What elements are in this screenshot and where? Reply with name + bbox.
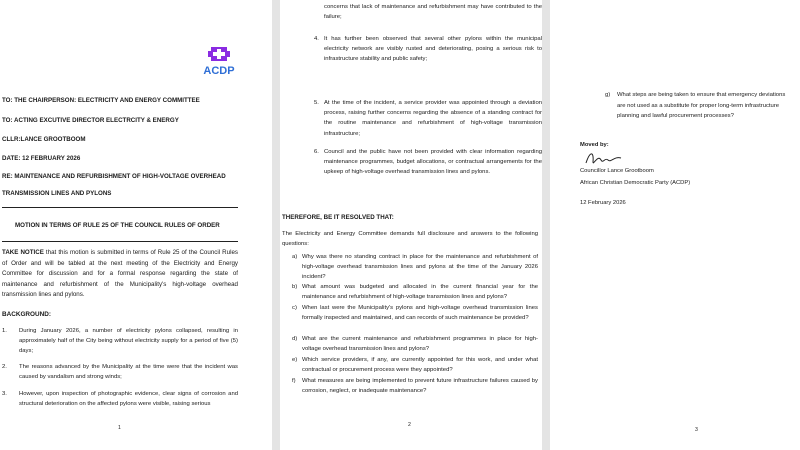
resolved-intro: The Electricity and Energy Committee demands full disclosure and answers to the following questions: [282,231,538,247]
background-item: 6. Council and the public have not been provided with clear information regarding maintenance programmes, budget allocations, or contractual arrangements for the upkeep of high-voltage overhead transmission lines and pylons. [314,149,542,176]
signature-date: 12 February 2026 [580,200,626,206]
document-page-2 [280,0,542,450]
question-item: e) Which service providers, if any, are currently appointed for this work, and under what contractual or procurement process were they appointed? [292,357,538,374]
take-notice-text: that this motion is submitted in terms of Rule 25 of the Council Rules of Order and will be tabled at the next meeting of the Electricity and Energy Committee for discussion and for a formal response regarding the state of maintenance and refurbishment of the Municipality's high-voltage overhead transmission lines and pylons. [2,249,238,298]
document-page-3 [550,0,800,450]
acdp-logo [196,46,242,78]
moved-by-label: Moved by: [580,142,609,148]
page-number: 3 [695,427,698,433]
page-gap [542,0,550,450]
to-chairperson-line: TO: THE CHAIRPERSON: ELECTRICITY AND ENERGY COMMITTEE [2,97,200,104]
divider [2,241,238,242]
subject-line-2: TRANSMISSION LINES AND PYLONS [2,190,112,197]
background-item: 3. However, upon inspection of photographic evidence, clear signs of corrosion and structural deterioration on the affected pylons were visible, raising serious [2,391,238,407]
page-gap [272,0,280,450]
question-item: f) What measures are being implemented to prevent future infrastructure failures caused by corrosion, neglect, or inadequate maintenance? [292,378,538,395]
mover-party: African Christian Democratic Party (ACDP) [580,180,691,186]
to-director-line: TO: ACTING EXCUTIVE DIRECTOR ELECTRCITY & ENERGY [2,117,179,124]
resolved-heading: THEREFORE, BE IT RESOLVED THAT: [282,214,394,221]
page-number: 1 [118,425,121,431]
question-item: b) What amount was budgeted and allocated in the current financial year for the maintenance and refurbishment of high-voltage transmission lines and pylons? [292,284,538,301]
divider [2,207,238,208]
logo-text: ACDP [203,65,235,77]
page-number: 2 [408,422,411,428]
question-item: c) When last were the Municipality's pylons and high-voltage overhead transmission lines formally inspected and maintained, and can records of such maintenance be provided? [292,305,538,322]
motion-title: MOTION IN TERMS OF RULE 25 OF THE COUNCIL RULES OF ORDER [15,222,220,229]
councillor-line: CLLR:LANCE GROOTBOOM [2,136,86,143]
question-item: g) What steps are being taken to ensure that emergency deviations are not used as a substitute for proper long-term infrastructure planning and lawful procurement processes? [605,92,786,119]
background-item: 5. At the time of the incident, a service provider was appointed through a deviation process, raising further concerns regarding the absence of a standing contract for the routine maintenance and refurbishment of high-voltage transmission infrastructure; [314,100,542,137]
question-item: a) Why was there no standing contract in place for the maintenance and refurbishment of high-voltage overhead transmission lines and pylons at the time of the January 2026 incident? [292,254,538,281]
background-heading: BACKGROUND: [2,311,51,318]
signature [583,148,625,170]
mover-name: Councillor Lance Grootboom [580,168,654,174]
subject-line-1: RE: MAINTENANCE AND REFURBISHMENT OF HIGH-VOLTAGE OVERHEAD [2,173,226,180]
background-item-continued: concerns that lack of maintenance and refurbishment may have contributed to the failure; [324,4,542,21]
background-item: 4. It has further been observed that several other pylons within the municipal electricity network are visibly rusted and deteriorating, posing a serious risk to infrastructure stability and public safety; [314,36,542,63]
background-item: 2. The reasons advanced by the Municipality at the time were that the incident was caused by vandalism and strong winds; [2,364,238,380]
take-notice-lead: TAKE NOTICE [2,249,44,256]
document-page-1 [0,0,272,450]
take-notice-paragraph [2,248,238,301]
question-item: d) What are the current maintenance and refurbishment programmes in place for high-voltage overhead transmission lines and pylons? [292,336,538,353]
background-item: 1. During January 2026, a number of electricity pylons collapsed, resulting in approximately half of the City being without electricity supply for a period of five (5) days; [2,328,238,354]
date-line: DATE: 12 FEBRUARY 2026 [2,155,81,162]
